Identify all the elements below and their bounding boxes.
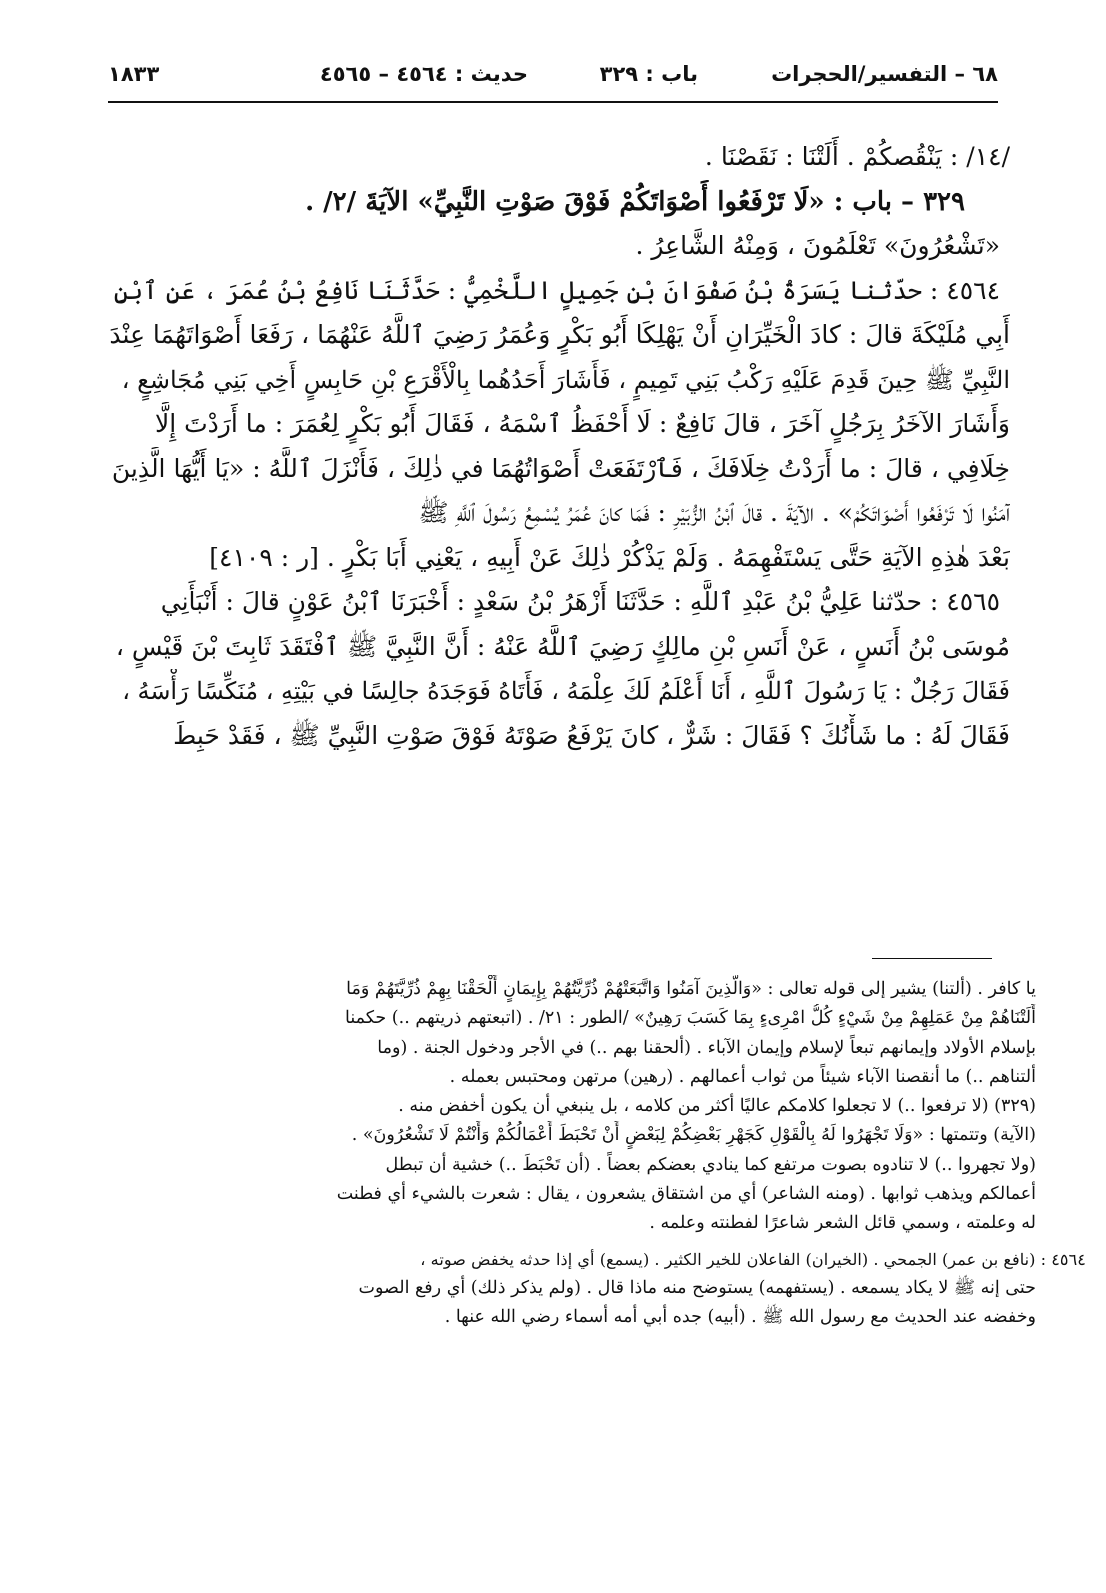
- text-line: مُوسَى بْنُ أَنَسٍ ، عَنْ أَنَسِ بْنِ مالِكٍ رَضِيَ ٱللَّهُ عَنْهُ : أَنَّ النَّبِيَّ ﷺ ٱفْتَقَدَ ثَابِتَ بْنَ قَيْسٍ ،: [115, 631, 1010, 661]
- text-line: فَقَالَ لَهُ : ما شَأْنُكَ ؟ فَقَالَ : شَرٌّ ، كانَ يَرْفَعُ صَوْتَهُ فَوْقَ صَوْتِ النَّبِيِّ ﷺ ، فَقَدْ حَبِطَ: [173, 720, 1010, 750]
- header-chapter: ٦٨ – التفسير/الحجرات: [771, 62, 998, 86]
- footnote-line: أَلَتْنَاهُمْ مِنْ عَمَلِهِمْ مِنْ شَيْءٍ كُلُّ امْرِىءٍ بِمَا كَسَبَ رَهِينٌ» /الطور : ٢١/ . (اتبعتهم ذريتهم ..) حكمنا: [345, 1008, 1036, 1029]
- footnote-line: حتى إنه ﷺ لا يكاد يسمعه . (يستفهمه) يستوضح منه ماذا قال . (ولم يذكر ذلك) أي رفع الصوت: [358, 1277, 1036, 1298]
- footnote-divider: [872, 958, 992, 959]
- hadith-4564-start: ٤٥٦٤ : حدّثنا يَسَرَةُ بْنُ صَفْوَانَ بْنِ جَمِيلٍ اللَّخْمِيُّ : حَدَّثَنَا نَافِعُ بْنُ عُمَرَ ، عَنِ ٱبْنِ: [113, 275, 1000, 305]
- text-line: «تَشْعُرُونَ» تَعْلَمُونَ ، وَمِنْهُ الشَّاعِرُ .: [635, 231, 1000, 260]
- text-line: آمَنُوا لَا تَرْفَعُوا أَصْوَاتَكُمْ» . الآيَةَ . قالَ ٱبْنُ الزُّبَيْرِ : فَمَا كانَ عُمَرُ يُسْمِعُ رَسُولَ ٱللَّهِ ﷺ: [418, 498, 1010, 527]
- footnote-line: أعمالكم ويذهب ثوابها . (ومنه الشاعر) أي من اشتقاق يشعرون ، يقال : شعرت بالشيء أي فطنت: [336, 1184, 1036, 1205]
- footnote-line: بإسلام الأولاد وإيمانهم تبعاً لإسلام وإيمان الآباء . (ألحقنا بهم ..) في الأجر ودخول الجنة . (وما: [377, 1037, 1036, 1058]
- page-number: ١٨٣٣: [108, 62, 160, 86]
- text-line: فَقَالَ رَجُلٌ : يَا رَسُولَ ٱللَّهِ ، أَنَا أَعْلَمُ لَكَ عِلْمَهُ ، فَأَتَاهُ فَوَجَدَهُ جالِسًا في بَيْتِهِ ، مُنَكِّسًا رَأْسَهُ ،: [122, 677, 1010, 705]
- footnote-line: (الآية) وتتمتها : «وَلَا تَجْهَرُوا لَهُ بِالْقَوْلِ كَجَهْرِ بَعْضِكُمْ لِبَعْضٍ أَنْ تَحْبَطَ أَعْمَالُكُمْ وَأَنْتُمْ لَا تَشْعُرُونَ» .: [351, 1125, 1036, 1146]
- footnote-line: وخفضه عند الحديث مع رسول الله ﷺ . (أبيه) جده أبي أمه أسماء رضي الله عنها .: [444, 1307, 1036, 1328]
- footnote-4564-line: ٤٥٦٤ : (نافع بن عمر) الجمحي . (الخيران) الفاعلان للخير الكثير . (يسمع) أي إذا حدثه يخفض صوته ،: [420, 1249, 1086, 1269]
- header-hadith-range: حديث : ٤٥٦٤ – ٤٥٦٥: [319, 62, 528, 86]
- text-line: /١٤/ : يَنْقُصكُمْ . أَلَتْنَا : نَقَصْنَا .: [704, 142, 1010, 171]
- hadith-4565-start: ٤٥٦٥ : حدّثنا عَلِيُّ بْنُ عَبْدِ ٱللَّهِ : حَدَّثَنَا أَزْهَرُ بْنُ سَعْدٍ : أَخْبَرَنَا ٱبْنُ عَوْنٍ قالَ : أَنْبَأَنِي: [160, 587, 1000, 616]
- footnote-line: يا كافر . (ألتنا) يشير إلى قوله تعالى : «وَالَّذِينَ آمَنُوا وَاتَّبَعَتْهُمْ ذُرِّيَّتُهُمْ بِإِيمَانٍ أَلْحَقْنَا بِهِمْ ذُرِّيَّتَهُمْ وَمَا: [346, 979, 1036, 999]
- main-text: [108, 135, 1010, 758]
- chapter-heading: ٣٢٩ – باب : «لَا تَرْفَعُوا أَصْوَاتَكُمْ فَوْقَ صَوْتِ النَّبِيِّ» الآيَةَ /٢/ .: [305, 186, 965, 217]
- text-line: النَّبِيِّ ﷺ حِينَ قَدِمَ عَلَيْهِ رَكْبُ بَنِي تَمِيمٍ ، فَأَشَارَ أَحَدُهُما بِالْأَقْرَعِ بْنِ حَابِسٍ أَخِي بَنِي مُجَاشِعٍ ،: [121, 365, 1010, 394]
- text-line: وَأَشَارَ الآخَرُ بِرَجُلٍ آخَرَ ، قالَ نَافِعٌ : لَا أَحْفَظُ ٱسْمَهُ ، فَقَالَ أَبُو بَكْرٍ لِعُمَرَ : ما أَرَدْتَ إِلَّا: [154, 409, 1010, 438]
- text-line: أَبِي مُلَيْكَةَ قالَ : كادَ الْخَيِّرَانِ أَنْ يَهْلِكَا أَبُو بَكْرٍ وَعُمَرُ رَضِيَ ٱللَّهُ عَنْهُمَا ، رَفَعَا أَصْوَاتَهُمَا عِنْدَ: [109, 320, 1010, 349]
- footnote-line: (٣٢٩) (لا ترفعوا ..) لا تجعلوا كلامكم عاليًا أكثر من كلامه ، بل ينبغي أن يكون أخفض منه .: [398, 1096, 1036, 1117]
- footnote-line: له وعلمته ، وسمي قائل الشعر شاعرًا لفطنته وعلمه .: [649, 1213, 1036, 1234]
- footnote-line: ألتناهم ..) ما أنقصنا الآباء شيئاً من ثواب أعمالهم . (رهين) مرتهن ومحتبس بعمله .: [449, 1066, 1036, 1087]
- text-line: بَعْدَ هٰذِهِ الآيَةِ حَتَّى يَسْتَفْهِمَهُ . وَلَمْ يَذْكُرْ ذٰلِكَ عَنْ أَبِيهِ ، يَعْنِي أَبَا بَكْرٍ . [ر : ٤١٠٩]: [209, 542, 1010, 572]
- text-line: خِلَافِي ، قالَ : ما أَرَدْتُ خِلَافَكَ ، فَٱرْتَفَعَتْ أَصْوَاتُهُمَا في ذٰلِكَ ، فَأَنْزَلَ ٱللَّهُ : «يَا أَيُّهَا الَّذِينَ: [111, 453, 1010, 483]
- running-header: [108, 56, 998, 96]
- footnotes: [248, 975, 1086, 1333]
- footnote-line: (ولا تجهروا ..) لا تنادوه بصوت مرتفع كما ينادي بعضكم بعضاً . (أن تَحْبَطَ ..) خشية أن تبطل: [385, 1154, 1036, 1175]
- header-bab: باب : ٣٢٩: [599, 62, 698, 86]
- header-divider: [108, 101, 998, 103]
